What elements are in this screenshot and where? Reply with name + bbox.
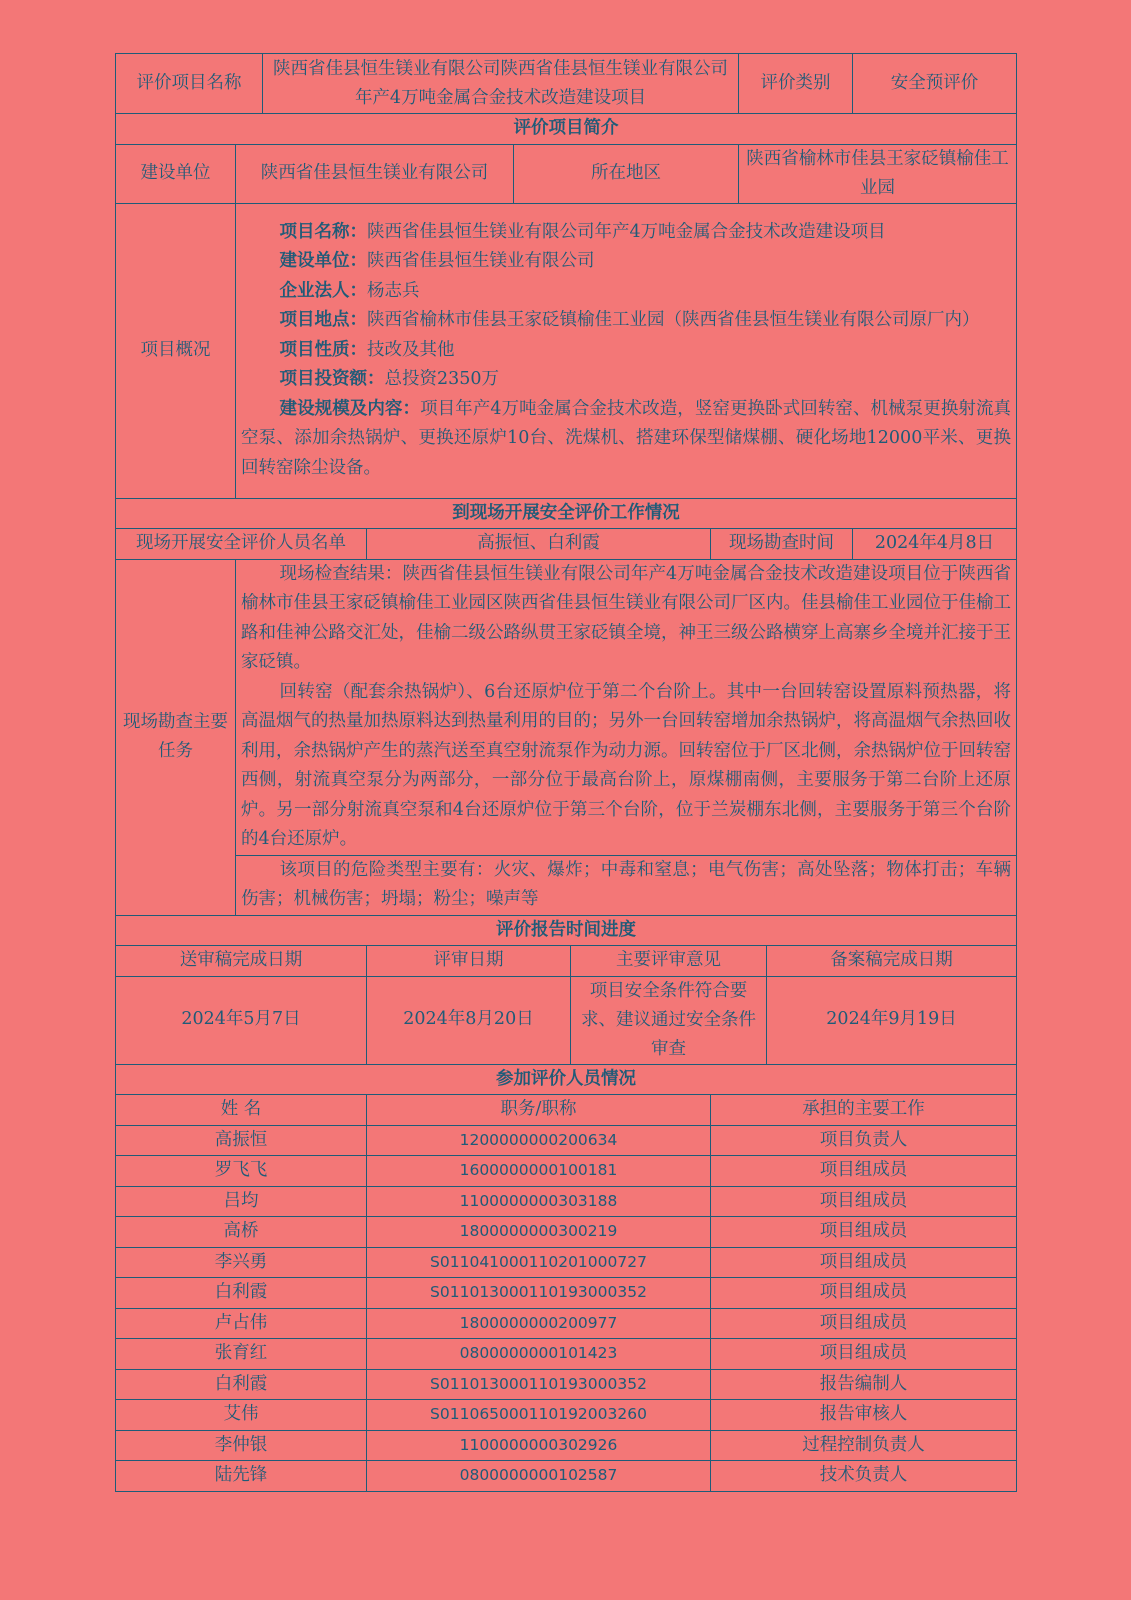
evaluation-form-table [115, 53, 1017, 1492]
overview-line [241, 365, 1011, 395]
person-role: 项目组成员 [711, 1247, 1017, 1278]
schedule-section-title: 评价报告时间进度 [116, 915, 1017, 946]
table-row [116, 1400, 1017, 1431]
overview-line [241, 395, 1011, 484]
review-date: 2024年8月20日 [367, 976, 571, 1064]
site-task-label: 现场勘查主要任务 [116, 559, 236, 915]
hazards-content [236, 855, 1017, 915]
table-row [116, 1217, 1017, 1248]
site-result-content [236, 559, 1017, 855]
person-role: 过程控制负责人 [711, 1430, 1017, 1461]
overview-value: 杨志兵 [367, 280, 420, 301]
overview-key: 项目投资额： [279, 369, 385, 390]
schedule-header: 备案稿完成日期 [767, 946, 1017, 977]
table-row [116, 1430, 1017, 1461]
person-name: 白利霞 [116, 1369, 367, 1400]
site-time-value: 2024年4月8日 [853, 529, 1017, 560]
project-name-label: 评价项目名称 [116, 54, 263, 114]
overview-line [241, 218, 1011, 248]
person-role: 技术负责人 [711, 1461, 1017, 1492]
person-role: 项目组成员 [711, 1278, 1017, 1309]
person-id: S011041000110201000727 [367, 1247, 711, 1278]
overview-key: 建设规模及内容： [279, 398, 421, 419]
overview-line [241, 336, 1011, 366]
person-role: 报告审核人 [711, 1400, 1017, 1431]
table-row [116, 1369, 1017, 1400]
overview-line [241, 247, 1011, 277]
region-label: 所在地区 [514, 144, 739, 203]
person-name: 吕均 [116, 1186, 367, 1217]
person-name: 艾伟 [116, 1400, 367, 1431]
overview-value: 陕西省佳县恒生镁业有限公司年产4万吨金属合金技术改造建设项目 [367, 221, 886, 242]
overview-value: 总投资2350万 [384, 369, 500, 390]
project-name: 陕西省佳县恒生镁业有限公司陕西省佳县恒生镁业有限公司年产4万吨金属合金技术改造建设项目 [263, 54, 739, 114]
category-label: 评价类别 [739, 54, 853, 114]
intro-section-title: 评价项目简介 [116, 114, 1017, 145]
category-value: 安全预评价 [853, 54, 1017, 114]
person-role: 报告编制人 [711, 1369, 1017, 1400]
personnel-header-name: 姓 名 [116, 1095, 367, 1126]
person-role: 项目负责人 [711, 1125, 1017, 1156]
overview-value: 陕西省榆林市佳县王家砭镇榆佳工业园（陕西省佳县恒生镁业有限公司原厂内） [367, 310, 980, 331]
person-id: 1200000000200634 [367, 1125, 711, 1156]
table-row [116, 1308, 1017, 1339]
person-name: 白利霞 [116, 1278, 367, 1309]
region-value: 陕西省榆林市佳县王家砭镇榆佳工业园 [739, 144, 1017, 203]
overview-key: 建设单位： [279, 251, 367, 272]
person-role: 项目组成员 [711, 1308, 1017, 1339]
person-name: 卢占伟 [116, 1308, 367, 1339]
overview-label: 项目概况 [116, 203, 236, 498]
person-id: 1100000000303188 [367, 1186, 711, 1217]
person-id: 1600000000100181 [367, 1156, 711, 1187]
person-id: 1800000000300219 [367, 1217, 711, 1248]
overview-key: 项目性质： [279, 339, 367, 360]
person-id: 0800000000102587 [367, 1461, 711, 1492]
hazards-paragraph: 该项目的危险类型主要有：火灾、爆炸；中毒和窒息；电气伤害；高处坠落；物体打击；车辆伤害；机械伤害；坍塌；粉尘；噪声等 [241, 859, 1012, 909]
table-row [116, 1461, 1017, 1492]
person-id: S011013000110193000352 [367, 1369, 711, 1400]
table-row [116, 1278, 1017, 1309]
site-staff-value: 高振恒、白利霞 [367, 529, 711, 560]
site-time-label: 现场勘查时间 [711, 529, 853, 560]
table-row [116, 1247, 1017, 1278]
person-name: 张育红 [116, 1339, 367, 1370]
person-name: 高桥 [116, 1217, 367, 1248]
person-id: S011013000110193000352 [367, 1278, 711, 1309]
person-role: 项目组成员 [711, 1156, 1017, 1187]
person-role: 项目组成员 [711, 1217, 1017, 1248]
review-opinion: 项目安全条件符合要求、建议通过安全条件审查 [571, 976, 767, 1064]
person-id: 1100000000302926 [367, 1430, 711, 1461]
site-result-paragraph: 现场检查结果：陕西省佳县恒生镁业有限公司年产4万吨金属合金技术改造建设项目位于陕西省榆林市佳县王家砭镇榆佳工业园区陕西省佳县恒生镁业有限公司厂区内。佳县榆佳工业园位于佳榆工路和佳神公路交汇处，佳榆二级公路纵贯王家砭镇全境，神王三级公路横穿上高寨乡全境并汇接于王家砭镇。 [241, 563, 1012, 672]
table-row [116, 1186, 1017, 1217]
schedule-header: 送审稿完成日期 [116, 946, 367, 977]
overview-line [241, 277, 1011, 307]
overview-value: 技改及其他 [367, 339, 455, 360]
person-name: 陆先锋 [116, 1461, 367, 1492]
overview-value: 陕西省佳县恒生镁业有限公司 [367, 251, 595, 272]
overview-key: 企业法人： [279, 280, 367, 301]
overview-line [241, 306, 1011, 336]
table-row [116, 1125, 1017, 1156]
table-row [116, 1156, 1017, 1187]
builder-value: 陕西省佳县恒生镁业有限公司 [236, 144, 514, 203]
person-role: 项目组成员 [711, 1186, 1017, 1217]
person-name: 罗飞飞 [116, 1156, 367, 1187]
overview-content [236, 203, 1017, 498]
person-name: 高振恒 [116, 1125, 367, 1156]
site-section-title: 到现场开展安全评价工作情况 [116, 498, 1017, 529]
person-role: 项目组成员 [711, 1339, 1017, 1370]
personnel-header-work: 承担的主要工作 [711, 1095, 1017, 1126]
person-name: 李兴勇 [116, 1247, 367, 1278]
overview-value: 项目年产4万吨金属合金技术改造，竖窑更换卧式回转窑、机械泵更换射流真空泵、添加余热锅炉、更换还原炉10台、洗煤机、搭建环保型储煤棚、硬化场地12000平米、更换回转窑除尘设备。 [241, 398, 1012, 478]
overview-key: 项目名称： [279, 221, 367, 242]
site-result-paragraph: 回转窑（配套余热锅炉）、6台还原炉位于第二个台阶上。其中一台回转窑设置原料预热器，将高温烟气的热量加热原料达到热量利用的目的；另外一台回转窑增加余热锅炉，将高温烟气余热回收利用，余热锅炉产生的蒸汽送至真空射流泵作为动力源。回转窑位于厂区北侧，余热锅炉位于回转窑西侧，射流真空泵分为两部分，一部分位于最高台阶上，原煤棚南侧，主要服务于第二台阶上还原炉。另一部分射流真空泵和4台还原炉位于第三个台阶，位于兰炭棚东北侧，主要服务于第三个台阶的4台还原炉。 [241, 681, 1012, 849]
personnel-header-title: 职务/职称 [367, 1095, 711, 1126]
schedule-header: 评审日期 [367, 946, 571, 977]
table-row [116, 1339, 1017, 1370]
builder-label: 建设单位 [116, 144, 236, 203]
personnel-section-title: 参加评价人员情况 [116, 1064, 1017, 1095]
person-id: S011065000110192003260 [367, 1400, 711, 1431]
person-id: 0800000000101423 [367, 1339, 711, 1370]
submission-date: 2024年5月7日 [116, 976, 367, 1064]
person-name: 李仲银 [116, 1430, 367, 1461]
filing-date: 2024年9月19日 [767, 976, 1017, 1064]
person-id: 1800000000200977 [367, 1308, 711, 1339]
overview-key: 项目地点： [279, 310, 367, 331]
schedule-header: 主要评审意见 [571, 946, 767, 977]
site-staff-label: 现场开展安全评价人员名单 [116, 529, 367, 560]
